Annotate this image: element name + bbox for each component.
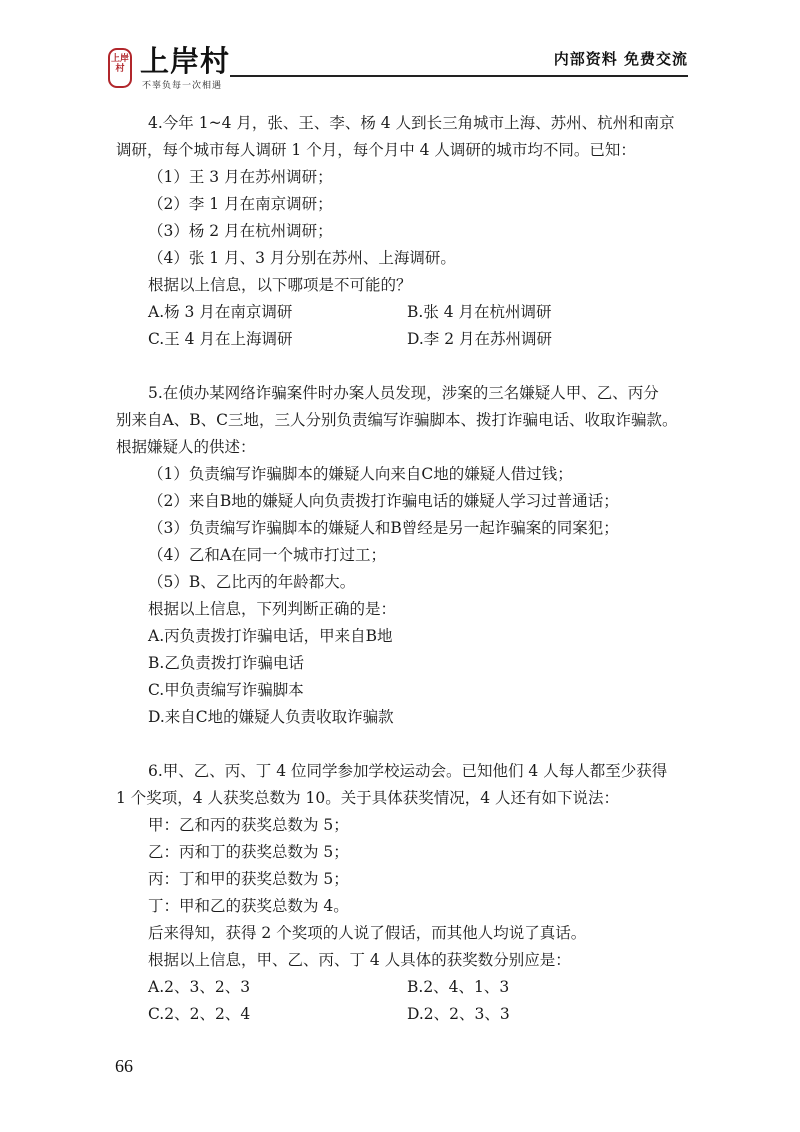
q6-statement-2: 乙：丙和丁的获奖总数为 5；	[148, 843, 349, 861]
q6-fact: 后来得知，获得 2 个奖项的人说了假话，而其他人均说了真话。	[148, 924, 587, 942]
q6-option-c: C.2、2、2、4	[148, 1005, 251, 1023]
page-number: 66	[115, 1056, 133, 1076]
question-4	[116, 110, 686, 353]
q5-option-b: B.乙负责拨打诈骗电话	[148, 654, 304, 672]
q6-option-a: A.2、3、2、3	[148, 978, 251, 996]
question-5	[116, 380, 686, 731]
q4-options-row1	[116, 299, 686, 326]
question-6	[116, 758, 686, 1028]
q4-condition-3: （3）杨 2 月在杭州调研；	[148, 222, 333, 240]
q5-condition-1: （1）负责编写诈骗脚本的嫌疑人向来自C地的嫌疑人借过钱；	[148, 465, 573, 483]
q5-stem-line3: 根据嫌疑人的供述：	[116, 438, 256, 456]
header-note: 内部资料 免费交流	[553, 50, 688, 68]
q4-option-b: B.张 4 月在杭州调研	[407, 303, 552, 321]
q4-stem-line1: 4.今年 1~4 月，张、王、李、杨 4 人到长三角城市上海、苏州、杭州和南京	[148, 114, 675, 132]
q5-option-a: A.丙负责拨打诈骗电话，甲来自B地	[148, 627, 393, 645]
q6-options-row1	[116, 974, 686, 1001]
q6-option-b: B.2、4、1、3	[407, 978, 510, 996]
q6-stem-line1: 6.甲、乙、丙、丁 4 位同学参加学校运动会。已知他们 4 人每人都至少获得	[148, 762, 668, 780]
q5-condition-5: （5）B、乙比丙的年龄都大。	[148, 573, 356, 591]
q5-stem-line2: 别来自A、B、C三地，三人分别负责编写诈骗脚本、拨打诈骗电话、收取诈骗款。	[116, 411, 678, 429]
page-header	[108, 42, 688, 96]
q5-condition-3: （3）负责编写诈骗脚本的嫌疑人和B曾经是另一起诈骗案的同案犯；	[148, 519, 619, 537]
q6-statement-3: 丙：丁和甲的获奖总数为 5；	[148, 870, 349, 888]
q6-option-d: D.2、2、3、3	[407, 1005, 510, 1023]
q5-condition-2: （2）来自B地的嫌疑人向负责拨打诈骗电话的嫌疑人学习过普通话；	[148, 492, 619, 510]
q5-condition-4: （4）乙和A在同一个城市打过工；	[148, 546, 387, 564]
page-content	[116, 110, 686, 1028]
q4-condition-2: （2）李 1 月在南京调研；	[148, 195, 333, 213]
q4-question: 根据以上信息，以下哪项是不可能的？	[148, 276, 412, 294]
q5-stem-line1: 5.在侦办某网络诈骗案件时办案人员发现，涉案的三名嫌疑人甲、乙、丙分	[148, 384, 659, 402]
logo-seal: 上岸村	[108, 48, 132, 88]
q6-stem-line2: 1 个奖项，4 人获奖总数为 10。关于具体获奖情况，4 人还有如下说法：	[116, 789, 620, 807]
q6-statement-1: 甲：乙和丙的获奖总数为 5；	[148, 816, 349, 834]
q6-question: 根据以上信息，甲、乙、丙、丁 4 人具体的获奖数分别应是：	[148, 951, 571, 969]
q4-option-d: D.李 2 月在苏州调研	[407, 330, 553, 348]
q5-option-d: D.来自C地的嫌疑人负责收取诈骗款	[148, 708, 394, 726]
q4-options-row2	[116, 326, 686, 353]
q4-option-a: A.杨 3 月在南京调研	[148, 303, 293, 321]
brand-name: 上岸村	[140, 44, 231, 78]
header-divider	[230, 75, 688, 77]
q5-question: 根据以上信息，下列判断正确的是：	[148, 600, 397, 618]
q6-statement-4: 丁：甲和乙的获奖总数为 4。	[148, 897, 349, 915]
q4-option-c: C.王 4 月在上海调研	[148, 330, 293, 348]
q5-option-c: C.甲负责编写诈骗脚本	[148, 681, 304, 699]
q6-options-row2	[116, 1001, 686, 1028]
q4-condition-1: （1）王 3 月在苏州调研；	[148, 168, 333, 186]
q4-stem-line2: 调研，每个城市每人调研 1 个月，每个月中 4 人调研的城市均不同。已知：	[116, 141, 636, 159]
q4-condition-4: （4）张 1 月、3 月分别在苏州、上海调研。	[148, 249, 456, 267]
brand-slogan: 不辜负每一次相遇	[142, 81, 223, 91]
